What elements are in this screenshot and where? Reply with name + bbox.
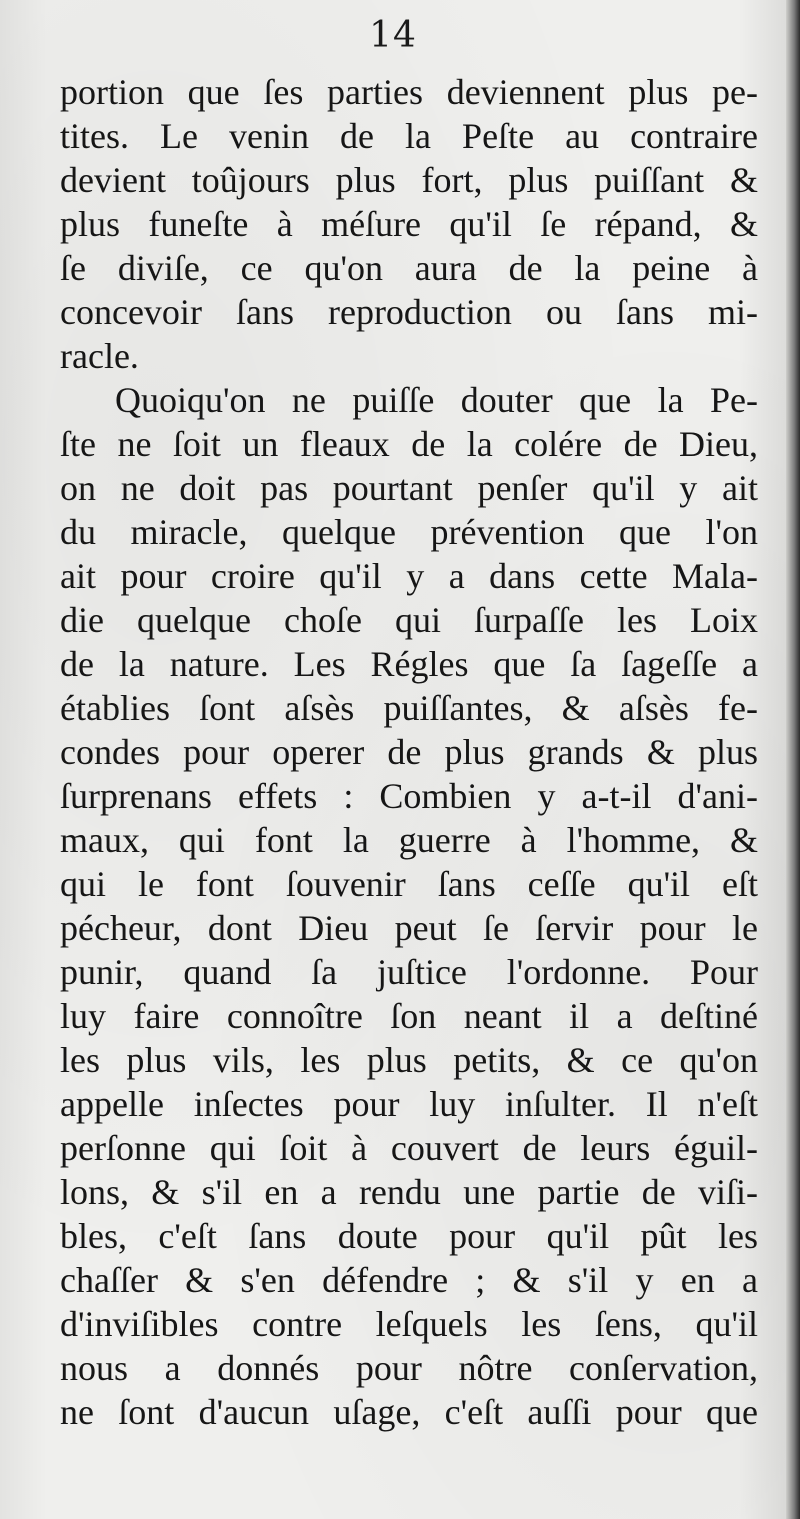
text-line: perſonne qui ſoit à couvert de leurs éguil- [60,1128,758,1168]
text-line: ait pour croire qu'il y a dans cette Mala- [60,556,758,596]
text-line: plus funeſte à méſure qu'il ſe répand, & [60,204,758,244]
text-line: Quoiqu'on ne puiſſe douter que la Pe- [115,380,758,420]
text-line: ſe diviſe, ce qu'on aura de la peine à [60,248,758,288]
text-line: condes pour operer de plus grands & plus [60,732,758,772]
text-line: maux, qui font la guerre à l'homme, & [60,820,758,860]
text-line: chaſſer & s'en défendre ; & s'il y en a [60,1260,758,1300]
text-line: concevoir ſans reproduction ou ſans mi- [60,292,758,332]
text-line: du miracle, quelque prévention que l'on [60,512,758,552]
text-line: pécheur, dont Dieu peut ſe ſervir pour le [60,908,758,948]
text-line: d'inviſibles contre leſquels les ſens, qu'il [60,1304,758,1344]
text-line: ſurprenans effets : Combien y a-t-il d'ani- [60,776,758,816]
text-line: lons, & s'il en a rendu une partie de viſi- [60,1172,758,1212]
text-line: on ne doit pas pourtant penſer qu'il y ait [60,468,758,508]
text-line: les plus vils, les plus petits, & ce qu'on [60,1040,758,1080]
text-line: nous a donnés pour nôtre conſervation, [60,1348,758,1388]
page-number: 14 [369,15,417,56]
text-line: bles, c'eſt ſans doute pour qu'il pût les [60,1216,758,1256]
text-line: ne ſont d'aucun uſage, c'eſt auſſi pour que [60,1392,758,1432]
page-edge-shadow [786,0,800,1519]
text-line: ſte ne ſoit un fleaux de la colére de Dieu, [60,424,758,464]
text-line: de la nature. Les Régles que ſa ſageſſe a [60,644,758,684]
text-line: portion que ſes parties deviennent plus pe- [60,72,758,112]
text-line: punir, quand ſa juſtice l'ordonne. Pour [60,952,758,992]
text-line: établies ſont aſsès puiſſantes, & aſsès fe- [60,688,758,728]
text-line: die quelque choſe qui ſurpaſſe les Loix [60,600,758,640]
text-line: qui le font ſouvenir ſans ceſſe qu'il eſt [60,864,758,904]
body-text [60,70,758,1434]
text-line: racle. [60,336,139,376]
text-line: appelle inſectes pour luy inſulter. Il n'eſt [60,1084,758,1124]
text-line: luy faire connoître ſon neant il a deſtiné [60,996,758,1036]
text-line: tites. Le venin de la Peſte au contraire [60,116,758,156]
text-line: devient toûjours plus fort, plus puiſſant & [60,160,758,200]
